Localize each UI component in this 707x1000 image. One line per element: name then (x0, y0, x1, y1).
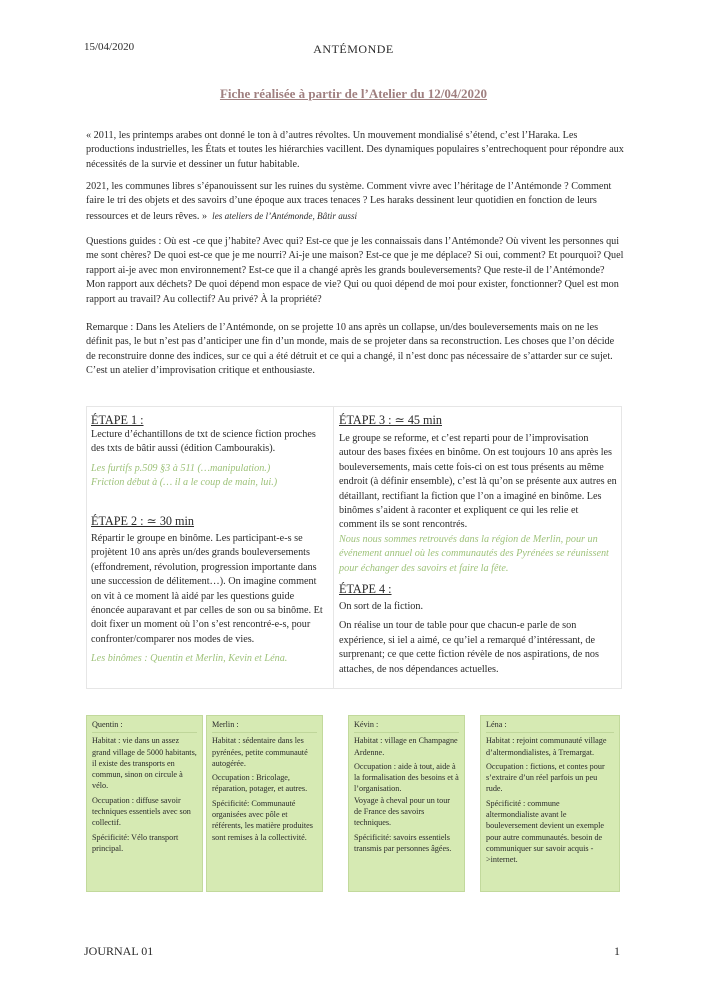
steps-right-column (334, 407, 621, 688)
step-1-note-1: Les furtifs p.509 §3 à 511 (…manipulation.) (91, 462, 271, 474)
profile-specificity: Spécificité: Communauté organisées avec pôle et référents, les matière produites sont remises à la collectivité. (212, 798, 313, 842)
step-4-text-1: On sort de la fiction. (339, 601, 424, 612)
profile-specificity: Spécificité : commune altermondialiste avant le bouleversement devient un exemple pour autre communautés. besoin de communiquer sur savoir acquis ->internet. (486, 798, 604, 865)
profile-card-kevin (348, 715, 465, 892)
intro-quote-2-text: 2021, les communes libres s’épanouissent sur les ruines du système. Comment vivre avec l’héritage de l’Antémonde ? Comment faire le tri des objets et des savoirs d’une époque aux traces tenaces ? Les haraks dessinent leur quotidien en fonction de leurs ressources et de leurs rêves. » (86, 181, 612, 222)
step-3-text: Le groupe se reforme, et c’est reparti pour de l’improvisation autour des bases fixées en binôme. On est toujours 10 ans après les bouleversements, mais cette fois-ci on est tous présents au même endroit (à définir ensemble), c’est là qu’on se présente aux autres en détaillant, rectifiant la fiction que l’on a imaginé en binôme. Les binômes s’aident à raconter et expliquent ce qui les relie et comment ils se sont rencontrés. (339, 433, 617, 531)
profile-habitat: Habitat : sédentaire dans les pyrénées, petite communauté autogérée. (212, 736, 308, 768)
profile-habitat: Habitat : village en Champagne Ardenne. (354, 736, 458, 757)
step-2-title: ÉTAPE 2 : ≃ 30 min (91, 514, 195, 528)
profile-specificity: Spécificité: savoirs essentiels transmis par personnes âgées. (354, 832, 452, 853)
profile-travel: Voyage à cheval pour un tour de France des savoirs techniques. (354, 795, 451, 828)
step-4-text-2: On réalise un tour de table pour que chacun-e parle de son expérience, si iel a aimé, ce qu’iel a remarqué d’intéressant, de surprenant; ce que cette fiction révèle de nos aspirations, de nos attaches, de nos dépendances actuelles. (339, 620, 599, 675)
profile-occupation: Occupation : Bricolage, réparation, potager, et autres. (212, 773, 308, 794)
intro-quote-1: « 2011, les printemps arabes ont donné le ton à d’autres révoltes. Un mouvement mondialisé s’étend, c’est l’Haraka. Les productions industrielles, les États et toutes les hiérarchies vacillent. Des dynamiques populaires s’entrechoquent pour répondre aux nécessités de la survie et dessiner un futur habitable. (86, 130, 624, 170)
profile-card-merlin (206, 715, 323, 892)
step-4-title: ÉTAPE 4 : (339, 582, 392, 596)
profile-occupation: Occupation : fictions, et contes pour s’extraire d’un réel parfois un peu rude. (486, 761, 605, 794)
participant-cards (86, 715, 620, 892)
profile-specificity: Spécificité: Vélo transport principal. (92, 832, 179, 853)
document-title: Fiche réalisée à partir de l’Atelier du 12/04/2020 (219, 86, 488, 101)
footer-journal: JOURNAL 01 (84, 944, 154, 958)
intro-quote-2 (86, 180, 626, 224)
header-title: ANTÉMONDE (313, 42, 394, 56)
step-3-title: ÉTAPE 3 : ≃ 45 min (339, 413, 443, 427)
step-2-text: Répartir le groupe en binôme. Les participant-e-s se projètent 10 ans après un/des grands bouleversements (effondrement, révolution, progression importante dans une succession de délitement…). On imagine comment on vit à ce moment là aidé par les questions guide énoncée auparavant et par celles de son ou sa binôme. Et doit fixer un moment où l’on s’est rencontré-e-s, pour confronter/comparer nos modes de vies. (91, 533, 323, 645)
intro-source: les ateliers de l’Antémonde, Bâtir aussi (212, 210, 358, 221)
page-number: 1 (614, 944, 620, 958)
step-1 (91, 413, 329, 491)
step-4 (339, 582, 617, 677)
profile-name: Quentin : (92, 719, 197, 733)
step-3 (339, 413, 617, 576)
profile-name: Léna : (486, 719, 614, 733)
profile-habitat: Habitat : rejoint communauté village d’altermondialistes, à Tremargat. (486, 736, 607, 757)
steps-left-column (87, 407, 334, 688)
step-2-note: Les binômes : Quentin et Merlin, Kevin et Léna. (91, 653, 288, 665)
step-1-note-2: Friction début à (… il a le coup de main, lui.) (91, 477, 278, 489)
step-3-note: Nous nous sommes retrouvés dans la région de Merlin, pour un événement annuel où les communautés des Pyrénées se réunissent pour échanger des savoirs et faire la fête. (339, 533, 609, 574)
profile-occupation: Occupation : diffuse savoir techniques essentiels avec son collectif. (92, 795, 191, 828)
profile-occupation: Occupation : aide à tout, aide à la formalisation des besoins et à l’organisation. (354, 761, 459, 794)
profile-name: Merlin : (212, 719, 317, 733)
guide-questions: Questions guides : Où est -ce que j’habite? Avec qui? Est-ce que je les connaissais dans l’Antémonde? Où vivent les personnes qui me sont chères? De quoi est-ce que je me nourri? Ai-je une maison? Est-ce que je me déplace? Si oui, comment? Et pourquoi? Quel rapport ai-je avec mon environnement? Est-ce que il a changé après les grands bouleversements? Que reste-il de l’Antémonde? Mon rapport aux déchets? De quoi dépend mon espace de vie? Qui ou quoi dépend de moi pour exister, fonctionner? Quel est mon rapport au travail? Au collectif? Au privé? À la propriété? (86, 236, 624, 305)
profile-card-lena (480, 715, 620, 892)
header-date: 15/04/2020 (84, 41, 135, 53)
step-1-title: ÉTAPE 1 : (91, 413, 144, 427)
remark-paragraph: Remarque : Dans les Ateliers de l’Antémonde, on se projette 10 ans après un collapse, un/des bouleversements mais on ne les définit pas, le but n’est pas d’anticiper une fin d’un monde, mais de se projeter dans sa reconstruction. Les choses que l’on décide de reconstruire donne des indices, sur ce qui a été détruit et ce qui a changé, il n’est donc pas nécessaire de s’attarder sur ce sujet. C’est un atelier d’improvisation critique et enthousiaste. (86, 322, 615, 377)
profile-name: Kévin : (354, 719, 459, 733)
step-2 (91, 514, 329, 667)
steps-table (86, 406, 622, 689)
step-1-text: Lecture d’échantillons de txt de science fiction proches des txts de bâtir aussi (édition Cambourakis). (91, 429, 316, 455)
profile-card-quentin (86, 715, 203, 892)
profile-habitat: Habitat : vie dans un assez grand village de 5000 habitants, il existe des transports en commun, sinon on circule à vélo. (92, 736, 197, 791)
